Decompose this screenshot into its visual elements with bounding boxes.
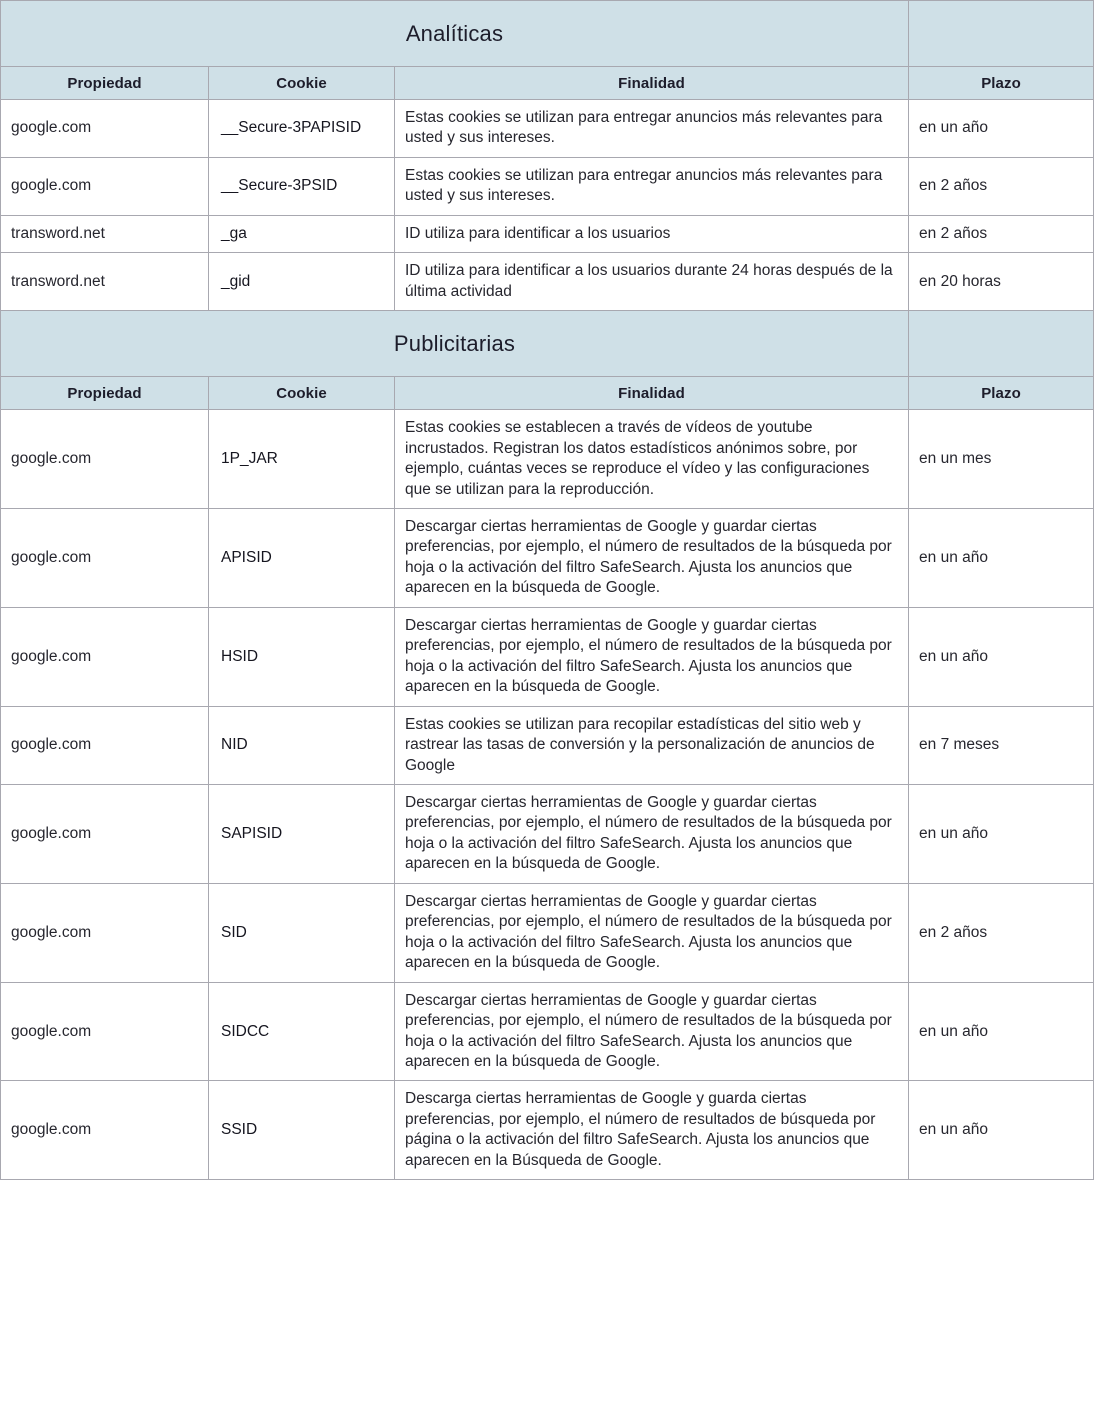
- cell-propiedad: google.com: [1, 100, 209, 158]
- column-header-row-publicitarias: [1, 377, 1094, 410]
- table-row: [1, 253, 1094, 311]
- column-header-cookie: Cookie: [209, 67, 395, 100]
- section-banner-spacer: [909, 1, 1094, 67]
- cell-cookie: SID: [209, 883, 395, 982]
- cell-propiedad: google.com: [1, 410, 209, 509]
- cell-finalidad: ID utiliza para identificar a los usuarios: [395, 215, 909, 252]
- section-banner-analiticas: [1, 1, 1094, 67]
- cell-finalidad: Descargar ciertas herramientas de Google y guardar ciertas preferencias, por ejemplo, el número de resultados de la búsqueda por hoja o la activación del filtro SafeSearch. Ajusta los anuncios que aparecen en la búsqueda de Google.: [395, 982, 909, 1081]
- table-row: [1, 784, 1094, 883]
- cell-plazo: en 7 meses: [909, 706, 1094, 784]
- section-banner-publicitarias: [1, 311, 1094, 377]
- column-header-row-analiticas: [1, 67, 1094, 100]
- cell-plazo: en 2 años: [909, 215, 1094, 252]
- cell-propiedad: google.com: [1, 982, 209, 1081]
- cell-propiedad: google.com: [1, 508, 209, 607]
- cell-finalidad: Estas cookies se utilizan para entregar anuncios más relevantes para usted y sus intereses.: [395, 100, 909, 158]
- table-row: [1, 508, 1094, 607]
- cell-cookie: __Secure-3PAPISID: [209, 100, 395, 158]
- cell-propiedad: google.com: [1, 607, 209, 706]
- cell-finalidad: Descargar ciertas herramientas de Google y guardar ciertas preferencias, por ejemplo, el número de resultados de la búsqueda por hoja o la activación del filtro SafeSearch. Ajusta los anuncios que aparecen en la búsqueda de Google.: [395, 883, 909, 982]
- cell-finalidad: Descargar ciertas herramientas de Google y guardar ciertas preferencias, por ejemplo, el número de resultados de la búsqueda por hoja o la activación del filtro SafeSearch. Ajusta los anuncios que aparecen en la búsqueda de Google.: [395, 607, 909, 706]
- column-header-propiedad: Propiedad: [1, 377, 209, 410]
- table-row: [1, 607, 1094, 706]
- cell-finalidad: Estas cookies se utilizan para recopilar estadísticas del sitio web y rastrear las tasas de conversión y la personalización de anuncios de Google: [395, 706, 909, 784]
- cell-cookie: SSID: [209, 1081, 395, 1180]
- column-header-plazo: Plazo: [909, 67, 1094, 100]
- column-header-cookie: Cookie: [209, 377, 395, 410]
- cell-finalidad: Descarga ciertas herramientas de Google y guarda ciertas preferencias, por ejemplo, el número de resultados de búsqueda por página o la activación del filtro SafeSearch. Ajusta los anuncios que aparecen en la Búsqueda de Google.: [395, 1081, 909, 1180]
- cell-propiedad: google.com: [1, 706, 209, 784]
- cell-finalidad: ID utiliza para identificar a los usuarios durante 24 horas después de la última actividad: [395, 253, 909, 311]
- cell-cookie: SAPISID: [209, 784, 395, 883]
- cell-cookie: APISID: [209, 508, 395, 607]
- cell-finalidad: Descargar ciertas herramientas de Google y guardar ciertas preferencias, por ejemplo, el número de resultados de la búsqueda por hoja o la activación del filtro SafeSearch. Ajusta los anuncios que aparecen en la búsqueda de Google.: [395, 784, 909, 883]
- cell-plazo: en 2 años: [909, 157, 1094, 215]
- cell-cookie: _ga: [209, 215, 395, 252]
- table-row: [1, 1081, 1094, 1180]
- cell-finalidad: Estas cookies se utilizan para entregar anuncios más relevantes para usted y sus intereses.: [395, 157, 909, 215]
- cell-cookie: __Secure-3PSID: [209, 157, 395, 215]
- table-row: [1, 706, 1094, 784]
- cell-cookie: HSID: [209, 607, 395, 706]
- cell-propiedad: google.com: [1, 1081, 209, 1180]
- cell-cookie: NID: [209, 706, 395, 784]
- cell-propiedad: transword.net: [1, 253, 209, 311]
- cell-plazo: en un año: [909, 784, 1094, 883]
- cell-plazo: en un año: [909, 1081, 1094, 1180]
- cell-plazo: en un año: [909, 607, 1094, 706]
- section-banner-spacer: [909, 311, 1094, 377]
- table-row: [1, 982, 1094, 1081]
- table-row: [1, 157, 1094, 215]
- cell-finalidad: Descargar ciertas herramientas de Google y guardar ciertas preferencias, por ejemplo, el número de resultados de la búsqueda por hoja o la activación del filtro SafeSearch. Ajusta los anuncios que aparecen en la búsqueda de Google.: [395, 508, 909, 607]
- column-header-finalidad: Finalidad: [395, 67, 909, 100]
- section-title-publicitarias: Publicitarias: [1, 311, 909, 377]
- cell-cookie: 1P_JAR: [209, 410, 395, 509]
- cell-plazo: en un año: [909, 982, 1094, 1081]
- cell-plazo: en un mes: [909, 410, 1094, 509]
- table-row: [1, 100, 1094, 158]
- cell-plazo: en un año: [909, 508, 1094, 607]
- column-header-propiedad: Propiedad: [1, 67, 209, 100]
- table-row: [1, 215, 1094, 252]
- cell-propiedad: google.com: [1, 784, 209, 883]
- cell-propiedad: google.com: [1, 157, 209, 215]
- cell-cookie: SIDCC: [209, 982, 395, 1081]
- cell-plazo: en un año: [909, 100, 1094, 158]
- cell-plazo: en 20 horas: [909, 253, 1094, 311]
- cell-cookie: _gid: [209, 253, 395, 311]
- cell-propiedad: google.com: [1, 883, 209, 982]
- table-row: [1, 883, 1094, 982]
- section-title-analiticas: Analíticas: [1, 1, 909, 67]
- cell-finalidad: Estas cookies se establecen a través de vídeos de youtube incrustados. Registran los datos estadísticos anónimos sobre, por ejemplo, cuántas veces se reproduce el vídeo y las configuraciones que se utilizan para la reproducción.: [395, 410, 909, 509]
- table-row: [1, 410, 1094, 509]
- cell-plazo: en 2 años: [909, 883, 1094, 982]
- cookie-table-body: [1, 1, 1094, 1180]
- cell-propiedad: transword.net: [1, 215, 209, 252]
- column-header-plazo: Plazo: [909, 377, 1094, 410]
- column-header-finalidad: Finalidad: [395, 377, 909, 410]
